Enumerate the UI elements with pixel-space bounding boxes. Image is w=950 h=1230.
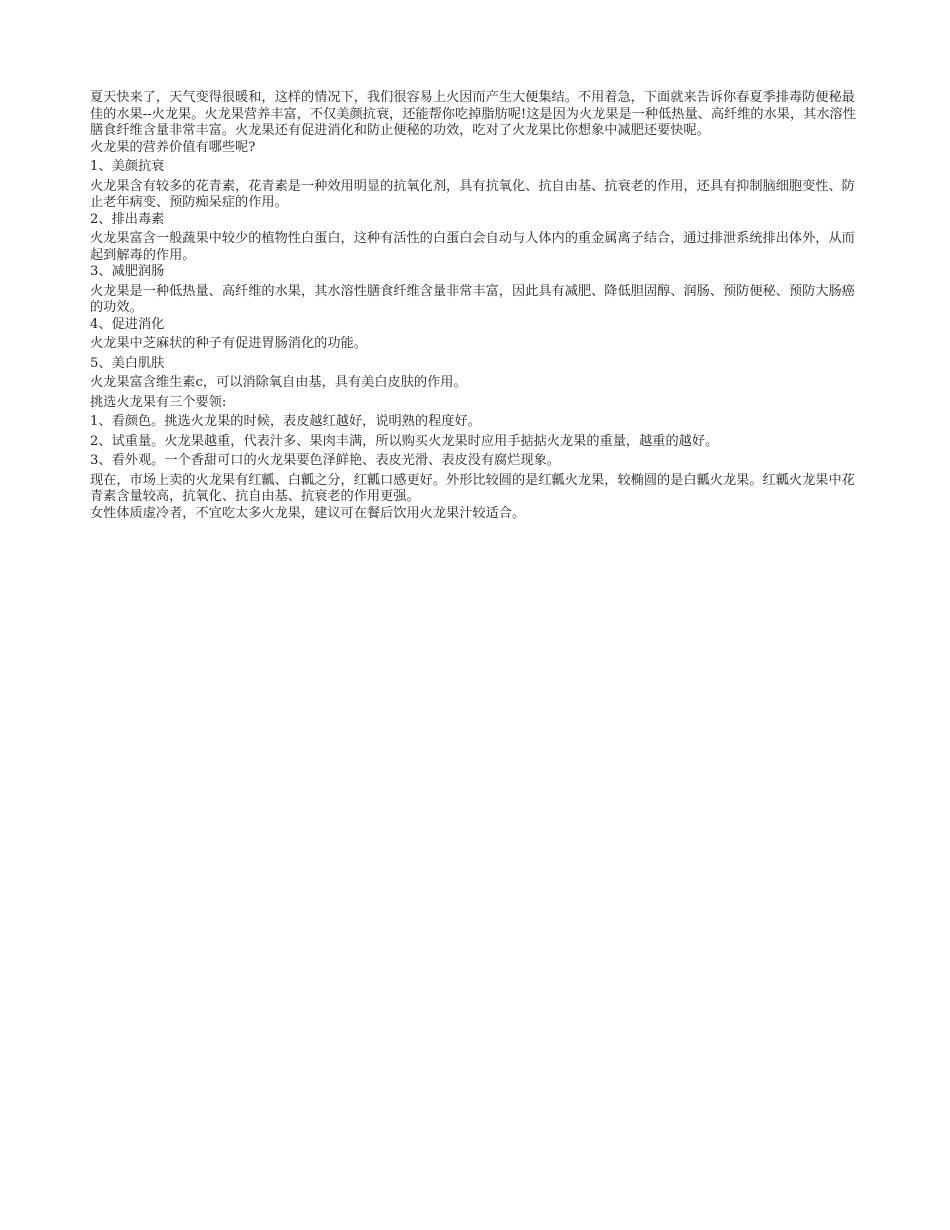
heading-slimming: 3、减肥润肠 (90, 264, 165, 279)
selection-tip-color: 1、看颜色。挑选火龙果的时候，表皮越红越好，说明熟的程度好。 (90, 414, 481, 429)
heading-detox: 2、排出毒素 (90, 211, 165, 227)
paragraph-whitening: 火龙果富含维生素c，可以消除氧自由基，具有美白皮肤的作用。 (90, 375, 467, 390)
heading-whitening: 5、美白肌肤 (90, 355, 165, 371)
document-body (90, 90, 862, 525)
paragraph-slimming: 火龙果是一种低热量、高纤维的水果，其水溶性膳食纤维含量非常丰富，因此具有减肥、降低胆固醇、润肠、预防便秘、预防大肠癌的功效。 (90, 283, 855, 315)
paragraph-varieties: 现在，市场上卖的火龙果有红瓤、白瓤之分，红瓤口感更好。外形比较圆的是红瓤火龙果，较椭圆的是白瓤火龙果。红瓤火龙果中花青素含量较高，抗氧化、抗自由基、抗衰老的作用更强。 (90, 472, 855, 504)
paragraph-beauty: 火龙果含有较多的花青素，花青素是一种效用明显的抗氧化剂，具有抗氧化、抗自由基、抗衰老的作用，还具有抑制脑细胞变性、防止老年病变、预防痴呆症的作用。 (90, 178, 855, 210)
selection-intro: 挑选火龙果有三个要领: (90, 394, 227, 410)
selection-tip-weight: 2、试重量。火龙果越重，代表汁多、果肉丰满，所以购买火龙果时应用手掂掂火龙果的重量，越重的越好。 (90, 433, 719, 449)
selection-tip-appearance: 3、看外观。一个香甜可口的火龙果要色泽鲜艳、表皮光滑、表皮没有腐烂现象。 (90, 453, 560, 468)
heading-beauty: 1、美颜抗衰 (90, 159, 165, 174)
nutrition-question: 火龙果的营养价值有哪些呢? (90, 139, 256, 155)
intro-paragraph: 夏天快来了，天气变得很暖和，这样的情况下，我们很容易上火因而产生大便集结。不用着急，下面就来告诉你春夏季排毒防便秘最佳的水果--火龙果。火龙果营养丰富，不仅美颜抗衰，还能帮你吃掉脂肪呢!这是因为火龙果是一种低热量、高纤维的水果，其水溶性膳食纤维含量非常丰富。火龙果还有促进消化和防止便秘的功效，吃对了火龙果比你想象中减肥还要快呢。 (90, 90, 856, 138)
paragraph-detox: 火龙果富含一般蔬果中较少的植物性白蛋白，这种有活性的白蛋白会自动与人体内的重金属离子结合，通过排泄系统排出体外，从而起到解毒的作用。 (90, 231, 855, 263)
heading-digestion: 4、促进消化 (90, 316, 165, 332)
paragraph-digestion: 火龙果中芝麻状的种子有促进胃肠消化的功能。 (90, 336, 367, 351)
paragraph-caution: 女性体质虚冷者，不宜吃太多火龙果，建议可在餐后饮用火龙果汁较适合。 (90, 505, 526, 521)
